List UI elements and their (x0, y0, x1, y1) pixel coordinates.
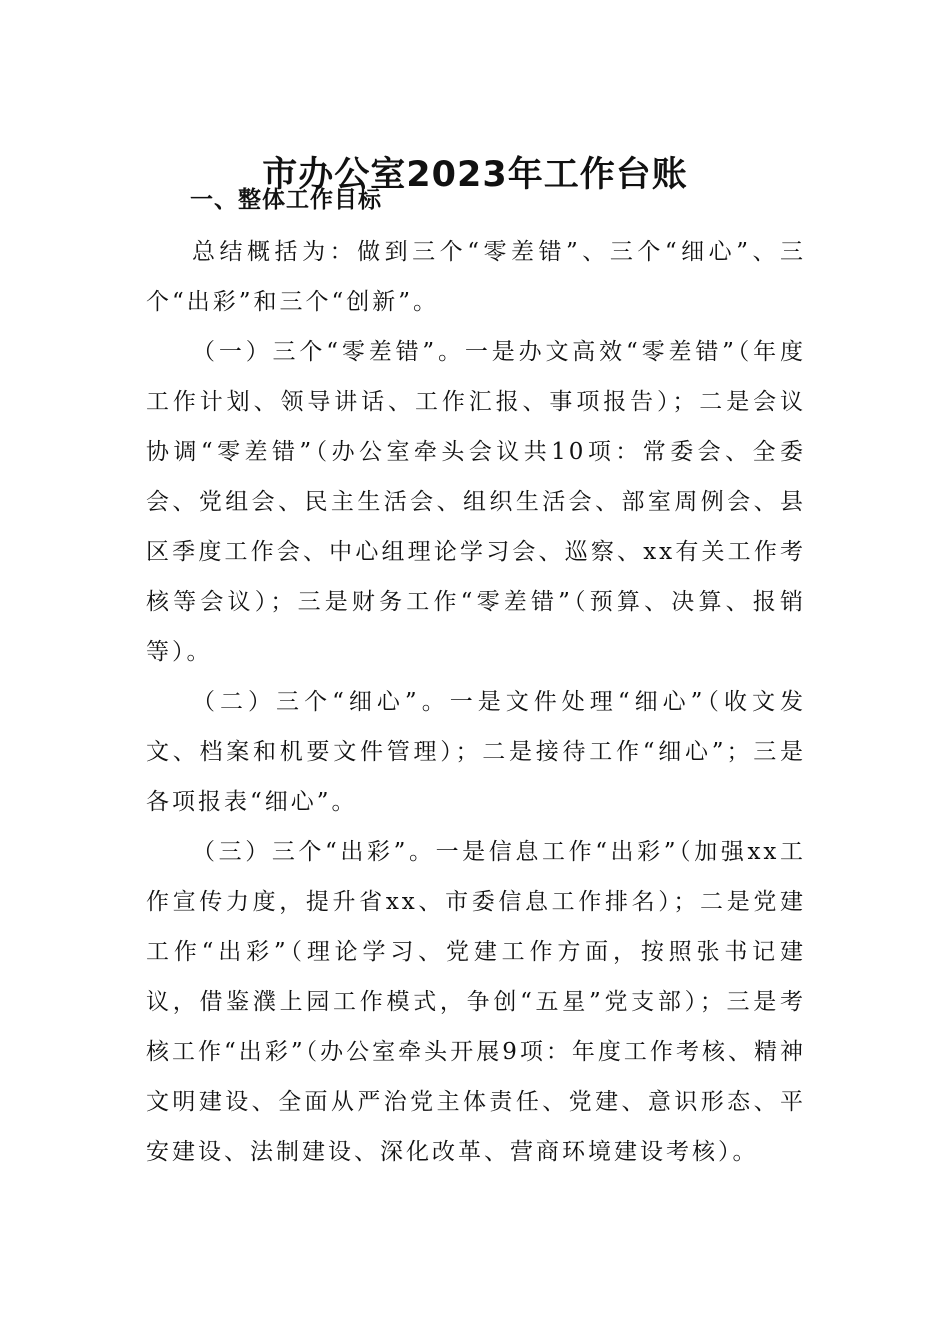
paragraph-outstanding: （三）三个“出彩”。一是信息工作“出彩”（加强xx工作宣传力度，提升省xx、市委信息工作排名）；二是党建工作“出彩”（理论学习、党建工作方面，按照张书记建议，借鉴濮上园工作模式，争创“五星”党支部）；三是考核工作“出彩”（办公室牵头开展9项：年度工作考核、精神文明建设、全面从严治党主体责任、党建、意识形态、平安建设、法制建设、深化改革、营商环境建设考核）。 (146, 839, 806, 1165)
paragraph-zero-error: （一）三个“零差错”。一是办文高效“零差错”（年度工作计划、领导讲话、工作汇报、事项报告）；二是会议协调“零差错”（办公室牵头会议共10项：常委会、全委会、党组会、民主生活会、组织生活会、部室周例会、县区季度工作会、中心组理论学习会、巡察、xx有关工作考核等会议）；三是财务工作“零差错”（预算、决算、报销等）。 (146, 339, 806, 665)
paragraph-careful: （二）三个“细心”。一是文件处理“细心”（收文发文、档案和机要文件管理）；二是接待工作“细心”；三是各项报表“细心”。 (146, 689, 806, 815)
document-title: 市办公室2023年工作台账 (262, 155, 688, 196)
section-heading: 一、整体工作目标 (190, 187, 382, 213)
paragraph-summary: 总结概括为：做到三个“零差错”、三个“细心”、三个“出彩”和三个“创新”。 (146, 239, 806, 315)
document-body (146, 227, 806, 1177)
